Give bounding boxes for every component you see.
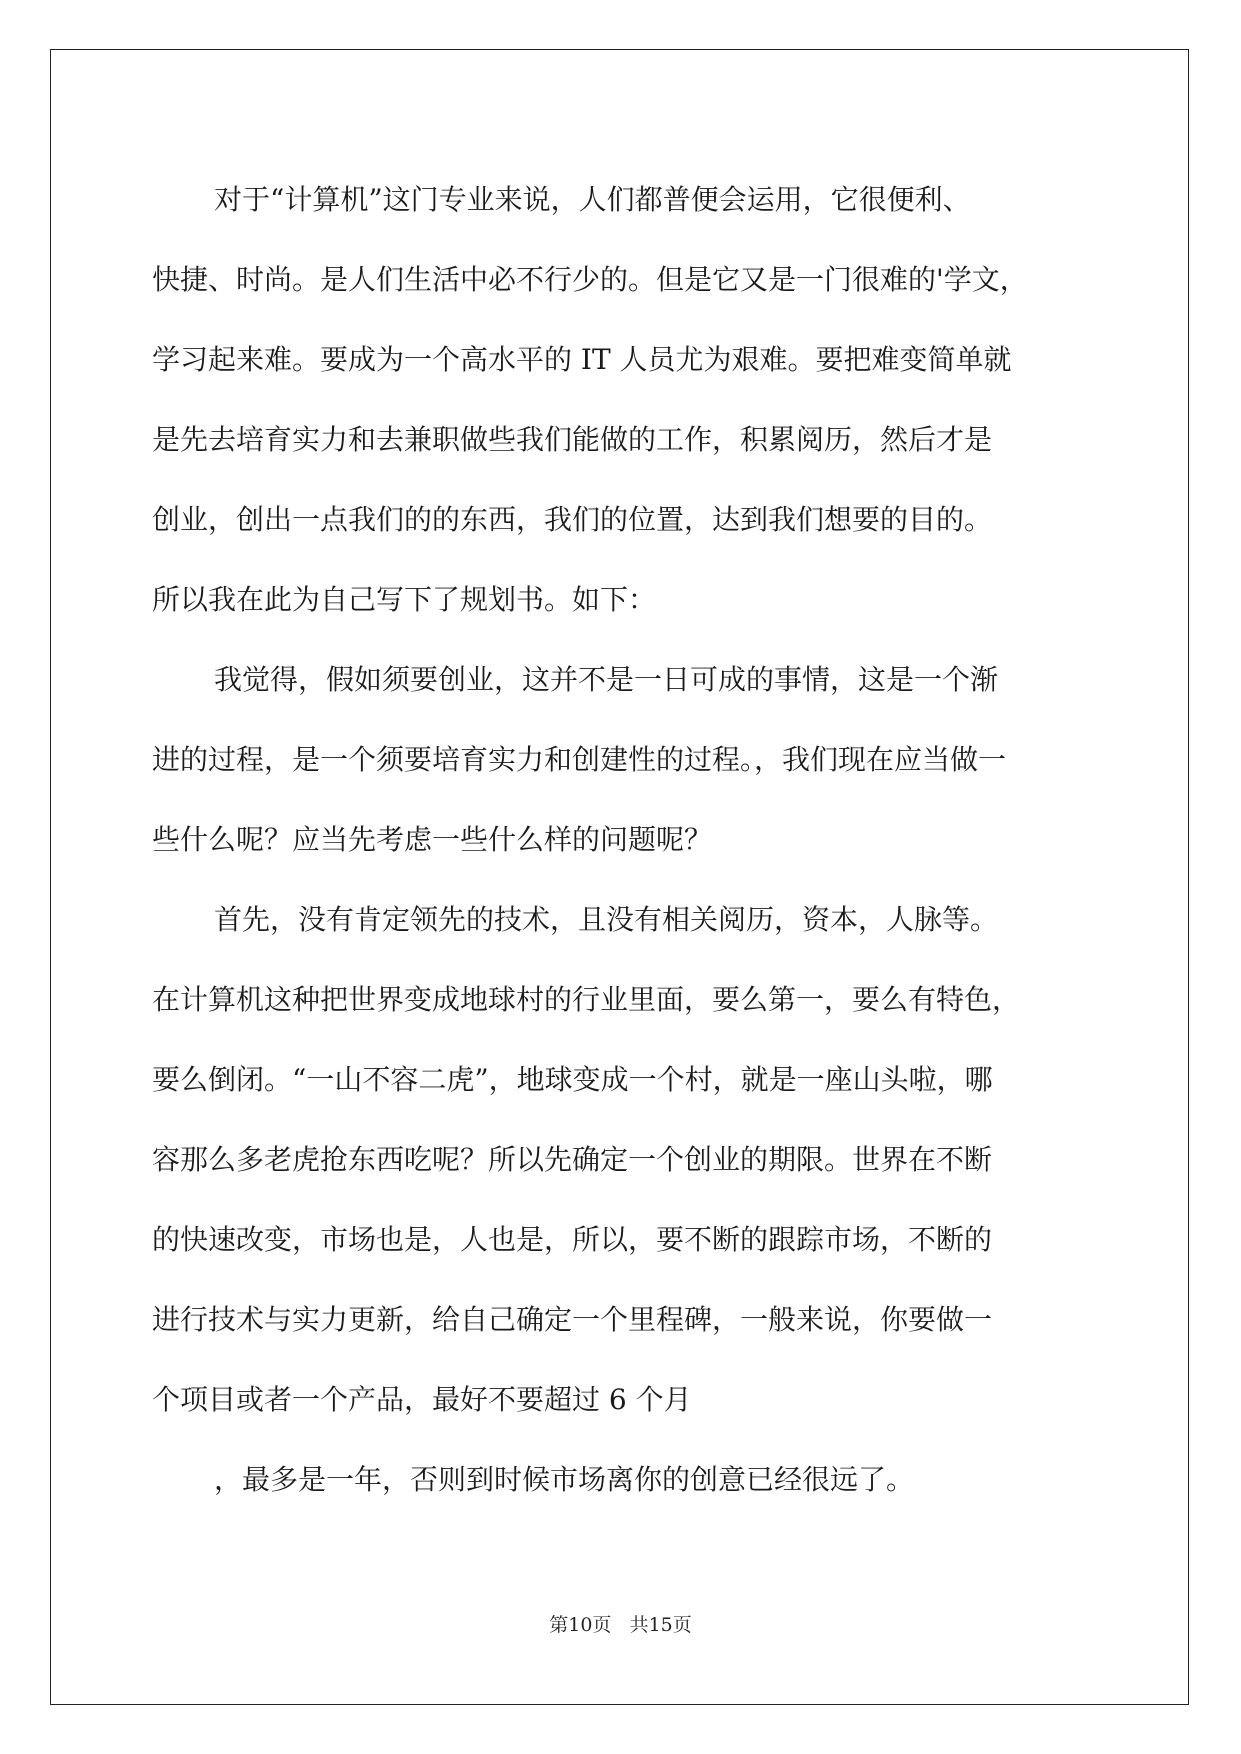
- text-line: 的快速改变，市场也是，人也是，所以，要不断的跟踪市场，不断的: [152, 1223, 993, 1256]
- paragraph-1: [152, 160, 1122, 640]
- text-line: 创业，创出一点我们的的东西，我们的位置，达到我们想要的目的。: [152, 503, 993, 536]
- paragraph-3: [152, 880, 1122, 1440]
- text-line: 些什么呢？应当先考虑一些什么样的问题呢？: [152, 823, 713, 856]
- text-line: 首先，没有肯定领先的技术，且没有相关阅历，资本，人脉等。: [214, 903, 999, 936]
- text-line: 学习起来难。要成为一个高水平的 IT 人员尤为艰难。要把难变简单就: [152, 343, 1012, 376]
- text-line: 在计算机这种把世界变成地球村的行业里面，要么第一，要么有特色，: [152, 983, 1021, 1016]
- page-total: 共15页: [629, 1614, 692, 1636]
- text-line: 个项目或者一个产品，最好不要超过 6 个月: [152, 1383, 692, 1416]
- text-line: 进的过程，是一个须要培育实力和创建性的过程。，我们现在应当做一: [152, 743, 1007, 776]
- text-line: 对于“计算机”这门专业来说，人们都普便会运用，它很便利、: [214, 183, 971, 216]
- text-line: 进行技术与实力更新，给自己确定一个里程碑，一般来说，你要做一: [152, 1303, 993, 1336]
- text-line: 要么倒闭。“一山不容二虎”，地球变成一个村，就是一座山头啦，哪: [152, 1063, 993, 1096]
- text-line: 所以我在此为自己写下了规划书。如下：: [152, 583, 657, 616]
- paragraph-2: [152, 640, 1122, 880]
- text-line: 是先去培育实力和去兼职做些我们能做的工作，积累阅历，然后才是: [152, 423, 993, 456]
- text-line: ，最多是一年，否则到时候市场离你的创意已经很远了。: [214, 1463, 915, 1496]
- page-number: 第10页: [549, 1614, 612, 1636]
- document-body: [152, 160, 1122, 1520]
- page-footer: [0, 1610, 1241, 1637]
- text-line: 容那么多老虎抢东西吃呢？所以先确定一个创业的期限。世界在不断: [152, 1143, 993, 1176]
- text-line: 快捷、时尚。是人们生活中必不行少的。但是它又是一门很难的'学文，: [152, 263, 1028, 296]
- paragraph-4: [152, 1440, 1122, 1520]
- text-line: 我觉得，假如须要创业，这并不是一日可成的事情，这是一个渐: [214, 663, 999, 696]
